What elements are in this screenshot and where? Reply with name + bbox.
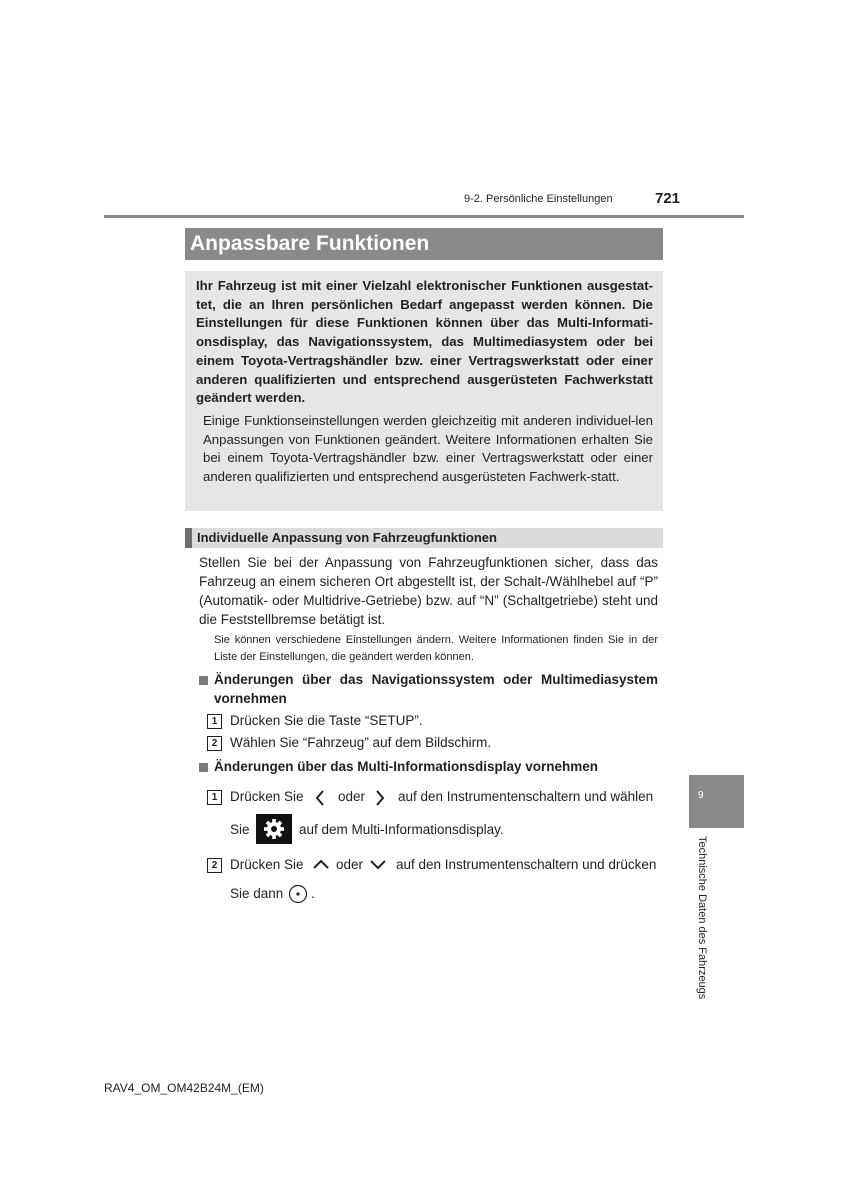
nav-step-2-text: Wählen Sie “Fahrzeug” auf dem Bildschirm.	[230, 735, 492, 750]
mid-step-1-text-b: oder	[338, 789, 366, 804]
mid-step-2-text-a: Drücken Sie	[230, 857, 304, 872]
chevron-left-icon	[314, 789, 326, 807]
section-body-text: Stellen Sie bei der Anpassung von Fahrzeugfunktionen sicher, dass das Fahrzeug an einem sicheren Ort abgestellt ist, der Schalt-/Wählhebel auf “P” (Automatik- oder Multidrive-Getriebe) bzw. auf “N” (Schaltgetriebe) steht und die Feststellbremse betätigt ist.	[199, 555, 658, 627]
mid-step-1-text-c: auf den Instrumentenschaltern und wählen	[398, 789, 654, 804]
intro-note-text: Einige Funktionseinstellungen werden gleichzeitig mit anderen individuel-len Anpassungen von Funktionen geändert. Weitere Informationen erhalten Sie bei einem Toyota-Vertragshändler bzw. einer Vertragswerkstatt oder einer anderen qualifizierten und entsprechend ausgerüsteten Fachwerk-statt.	[203, 413, 653, 485]
intro-bold-text: Ihr Fahrzeug ist mit einer Vielzahl elektronischer Funktionen ausgestat-tet, die an Ihren persönlichen Bedarf angepasst werden können. Die Einstellungen für diese Funktionen können über das Multi-Informati-onsdisplay, das Navigationssystem, das Multimediasystem oder bei einem Toyota-Vertragshändler bzw. einer Vertragswerkstatt oder einer anderen qualifizierten und entsprechend ausgerüsteten Fachwerkstatt geändert werden.	[196, 278, 653, 406]
footer-code: RAV4_OM_OM42B24M_(EM)	[104, 1081, 264, 1095]
section-title: Individuelle Anpassung von Fahrzeugfunktionen	[197, 530, 497, 545]
chevron-right-icon	[374, 789, 386, 807]
nav-heading: Änderungen über das Navigationssystem oder Multimediasystem vornehmen	[214, 672, 658, 706]
chapter-tab-number: 9	[698, 790, 704, 801]
header-section-title: 9-2. Persönliche Einstellungen	[464, 193, 613, 205]
page-number: 721	[655, 190, 681, 207]
mid-step-2-text-d: Sie dann	[230, 886, 284, 901]
enter-button-icon	[288, 884, 308, 904]
mid-step-1-text-a: Drücken Sie	[230, 789, 304, 804]
mid-step-1-text-d: Sie	[230, 822, 250, 837]
bullet-square-icon	[199, 763, 208, 772]
chapter-tab	[689, 775, 744, 828]
chevron-up-icon	[312, 858, 330, 870]
mid-step-2-text-c: auf den Instrumentenschaltern und drücken	[396, 857, 657, 872]
header-divider	[104, 215, 744, 218]
step-number: 2	[207, 858, 222, 873]
step-number: 1	[207, 714, 222, 729]
chevron-down-icon	[369, 858, 387, 870]
section-note-text: Sie können verschiedene Einstellungen ändern. Weitere Informationen finden Sie in der Liste der Einstellungen, die geändert werden können.	[214, 634, 658, 663]
page-title: Anpassbare Funktionen	[190, 232, 430, 255]
mid-step-2-text-b: oder	[336, 857, 364, 872]
chapter-tab-label: Technische Daten des Fahrzeugs	[696, 836, 708, 1000]
step-number: 2	[207, 736, 222, 751]
bullet-square-icon	[199, 676, 208, 685]
mid-heading: Änderungen über das Multi-Informationsdisplay vornehmen	[214, 759, 599, 774]
nav-step-1-text: Drücken Sie die Taste “SETUP”.	[230, 713, 423, 728]
step-number: 1	[207, 790, 222, 805]
section-accent	[185, 528, 192, 548]
mid-step-2-text-e: .	[311, 886, 315, 901]
mid-step-1-text-e: auf dem Multi-Informationsdisplay.	[299, 822, 504, 837]
settings-gear-icon	[256, 814, 292, 844]
